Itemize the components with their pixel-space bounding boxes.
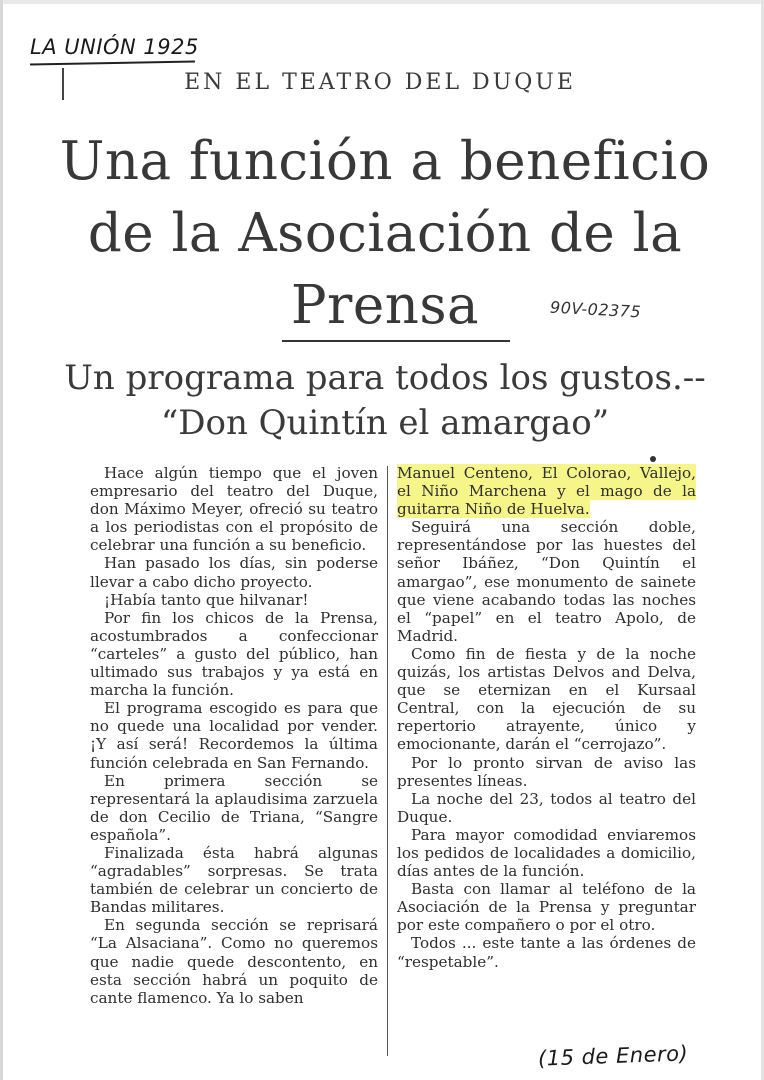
scan-edge-left (0, 0, 3, 1080)
handwritten-publication-note: LA UNIÓN 1925 (30, 35, 199, 59)
paragraph: Hace algún tiempo que el joven empresario del teatro del Duque, don Máximo Meyer, ofreció su teatro a los periodistas con el propósito de celebrar una función a su beneficio. (90, 464, 378, 555)
handwritten-date-note: (15 de Enero) (537, 1041, 689, 1071)
scan-edge-top (0, 0, 764, 4)
headline-rule (282, 340, 510, 342)
ink-dot (650, 456, 656, 462)
paragraph: En segunda sección se reprisará “La Alsaciana”. Como no queremos que nadie quede descontento, en esta sección habrá un poquito de cante flamenco. Ya lo saben (90, 916, 378, 1007)
handwritten-archive-id: 90V-02375 (549, 297, 642, 322)
paragraph: El programa escogido es para que no quede una localidad por vender. ¡Y así será! Recordemos la última función celebrada en San Fernando. (90, 699, 378, 772)
paragraph: Basta con llamar al teléfono de la Asociación de la Prensa y preguntar por este compañero o por el otro. (397, 880, 696, 935)
article-kicker: EN EL TEATRO DEL DUQUE (184, 70, 576, 95)
column-divider (387, 466, 388, 1056)
paragraph: Por fin los chicos de la Prensa, acostumbrados a confeccionar “carteles” a gusto del público, han ultimado sus trabajos y ya está en marcha la función. (90, 608, 378, 700)
paragraph: La noche del 23, todos al teatro del Duque. (397, 789, 696, 826)
paragraph: Han pasado los días, sin poderse llevar a cabo dicho proyecto. (90, 554, 378, 591)
paragraph: Todos ... este tante a las órdenes de “respetable”. (397, 934, 696, 971)
paragraph: En primera sección se representará la aplaudisima zarzuela de don Cecilio de Triana, “Sangre española”. (90, 771, 378, 844)
handwritten-underline (30, 61, 195, 66)
highlighted-paragraph (397, 464, 696, 518)
paragraph: Como fin de fiesta y de la noche quizás, los artistas Delvos and Delva, que se eternizan en el Kursaal Central, con la ejecución de su repertorio atrayente, único y emocionante, darán el “cerrojazo”. (397, 644, 696, 754)
paragraph: Seguirá una sección doble, representándose por las huestes del señor Ibáñez, “Don Quintín el amargao”, ese monumento de sainete que viene acabando todas las noches el “papel” en el teatro Apolo, de Madrid. (397, 518, 696, 645)
paragraph: ¡Había tanto que hilvanar! (104, 590, 309, 609)
article-headline: Una función a beneficio de la Asociación de la Prensa (59, 131, 711, 336)
article-subhead: Un programa para todos los gustos.-- “Don Quintín el amargao” (64, 358, 706, 443)
article-column-left (90, 464, 378, 1007)
article-column-right (397, 464, 696, 971)
paragraph: Finalizada ésta habrá algunas “agradables” sorpresas. Se trata también de celebrar un concierto de Bandas militares. (90, 843, 378, 917)
paragraph: Para mayor comodidad enviaremos los pedidos de localidades a domicilio, días antes de la función. (397, 825, 696, 881)
paragraph: Por lo pronto sirvan de aviso las presentes líneas. (397, 753, 696, 790)
highlighted-text: Manuel Centeno, El Colorao, Vallejo, el Niño Marchena y el mago de la guitarra Niño de Huelva. (397, 464, 696, 519)
